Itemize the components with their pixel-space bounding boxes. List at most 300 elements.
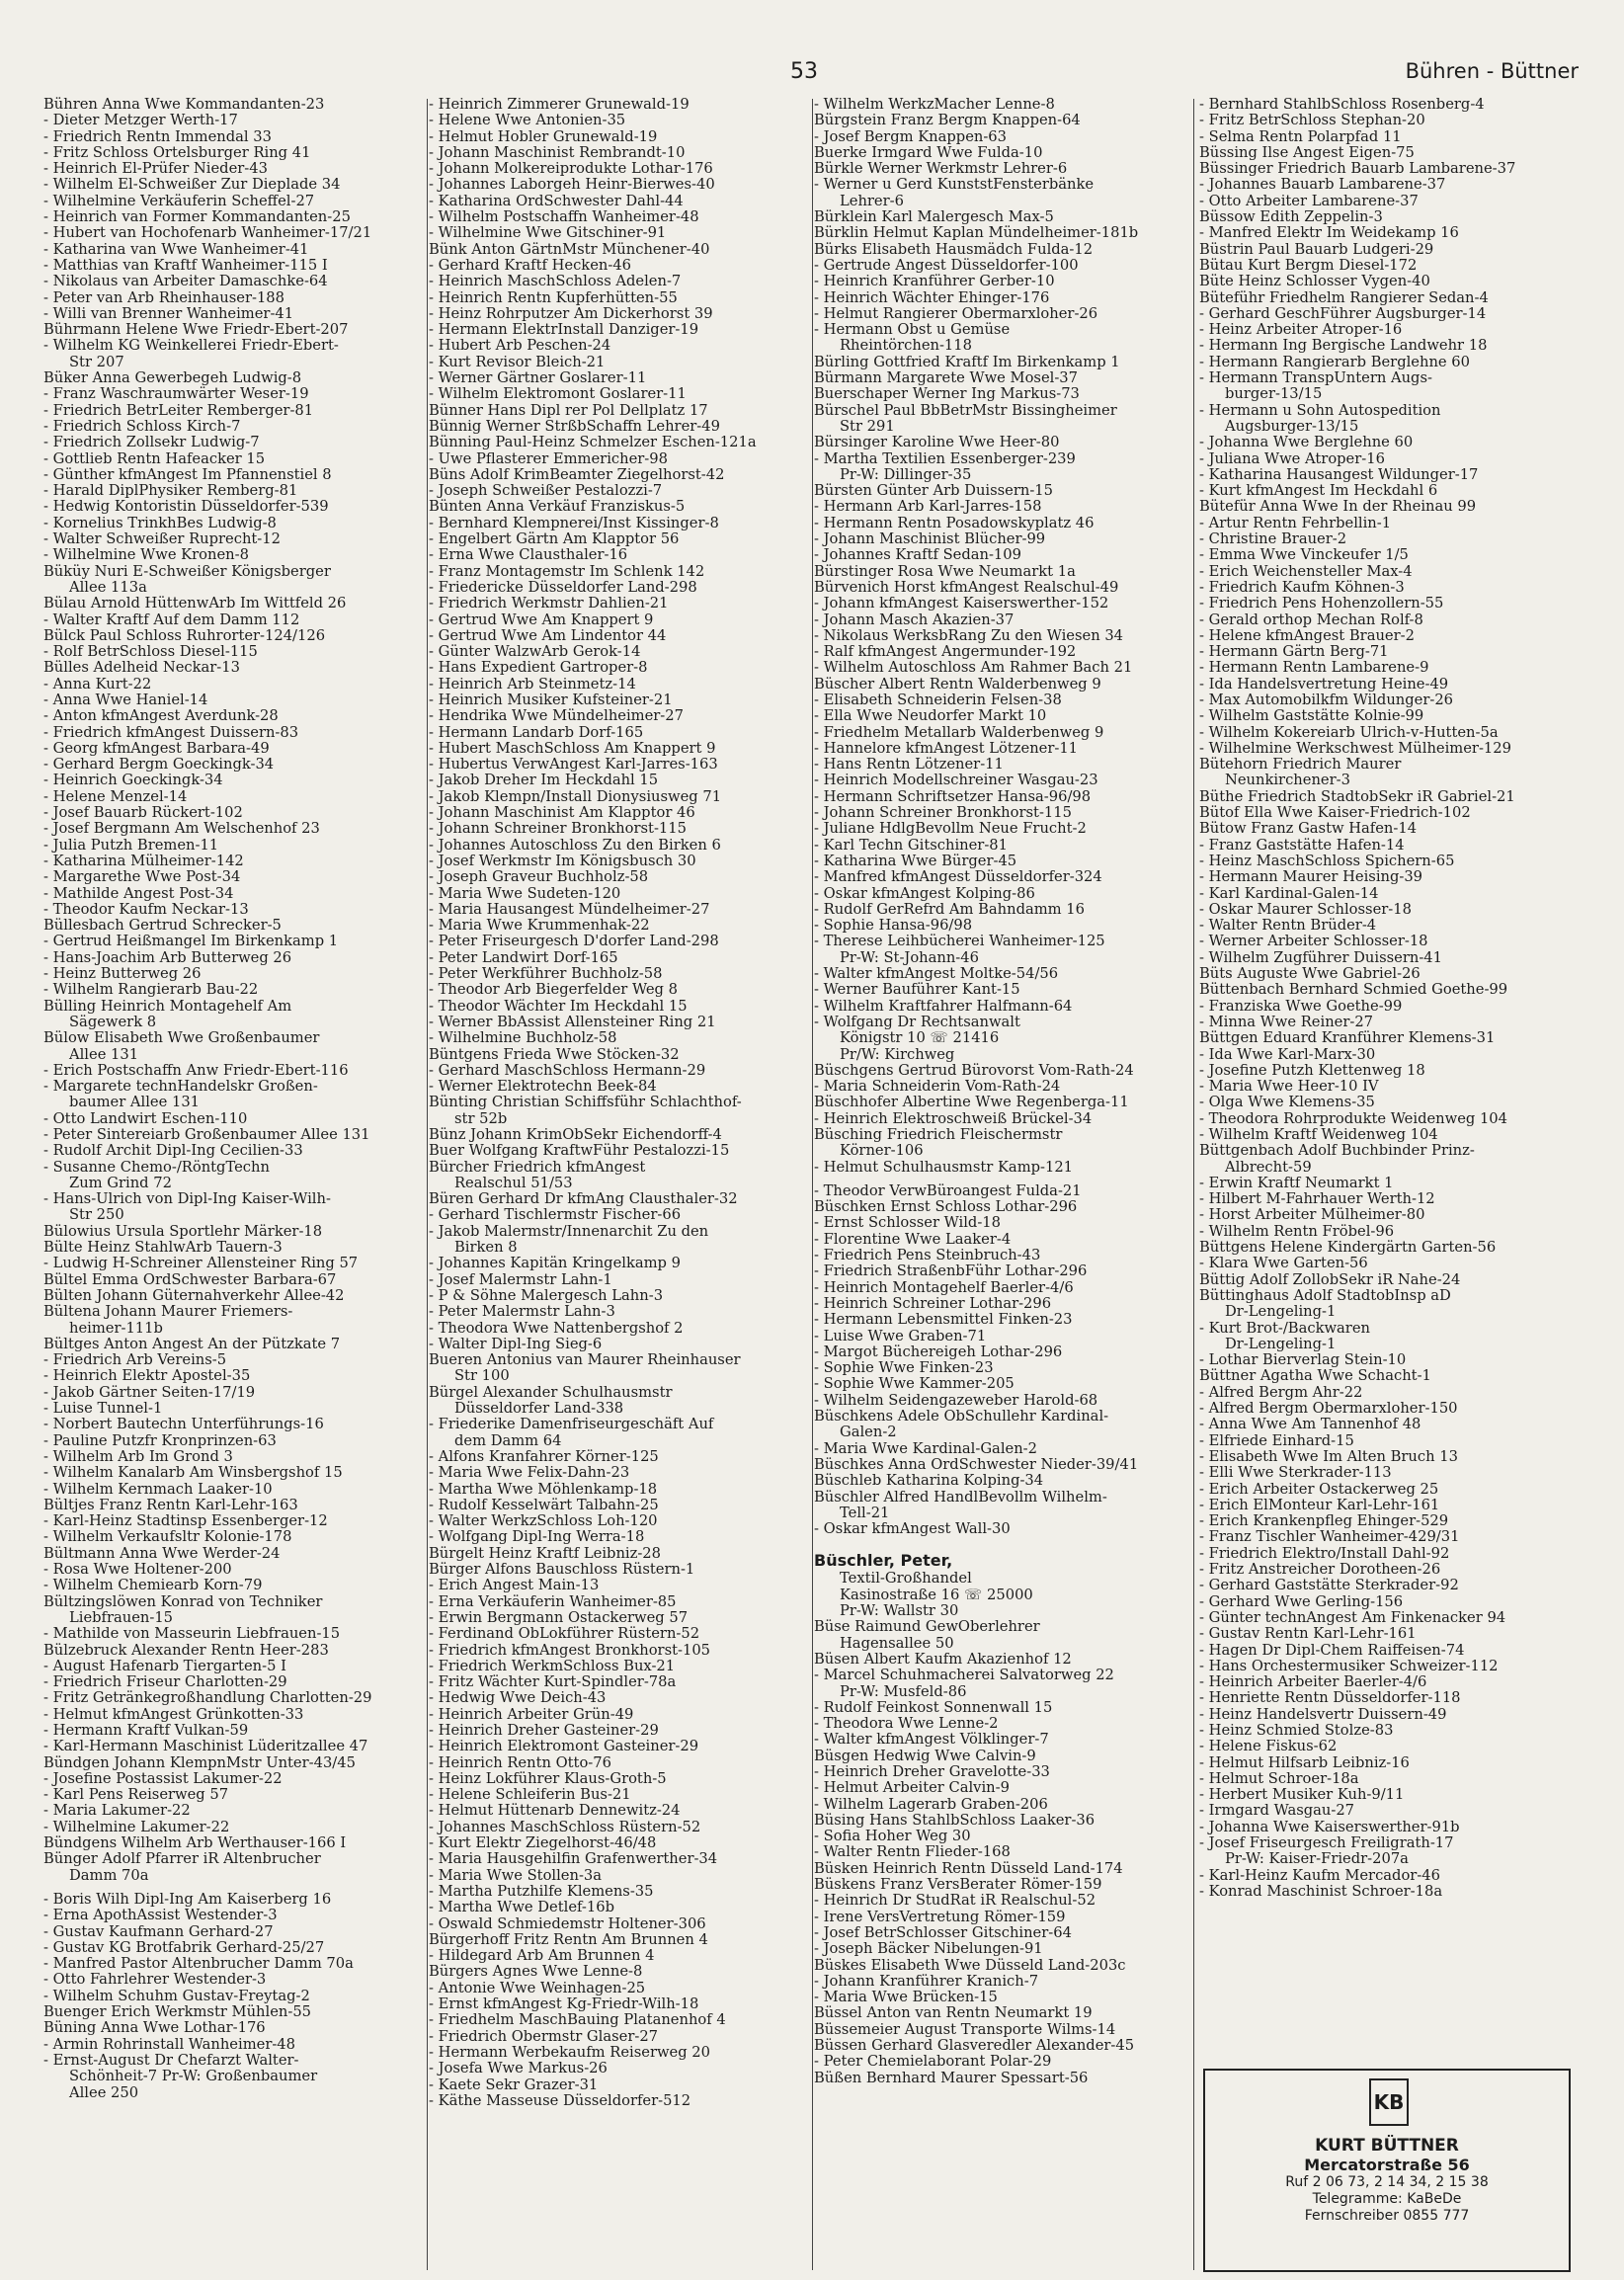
directory-entry: Büthe Friedrich StadtobSekr iR Gabriel-21 — [1199, 788, 1515, 805]
directory-entry: - Karl-Heinz Stadtinsp Essenberger-12 — [43, 1513, 328, 1530]
directory-entry: - Heinrich Elektroschweiß Brückel-34 — [814, 1110, 1093, 1127]
directory-entry: - Friedhelm Metallarb Walderbenweg 9 — [814, 724, 1104, 741]
directory-entry: - Nikolaus van Arbeiter Damaschke-64 — [43, 274, 328, 290]
directory-entry: - Heinz Lokführer Klaus-Groth-5 — [429, 1770, 667, 1787]
directory-entry: - Margarete technHandelskr Großen- — [43, 1079, 318, 1096]
directory-entry: - Anna Wwe Haniel-14 — [43, 692, 208, 708]
directory-entry: - Helene kfmAngest Brauer-2 — [1199, 627, 1415, 644]
directory-entry: Bünk Anton GärtnMstr Münchener-40 — [429, 241, 710, 258]
directory-entry: Bütau Kurt Bergm Diesel-172 — [1199, 257, 1418, 274]
directory-entry: Bürger Alfons Bauschloss Rüstern-1 — [429, 1562, 695, 1579]
directory-columns — [43, 97, 1581, 2270]
directory-entry: - Boris Wilh Dipl-Ing Am Kaiserberg 16 — [43, 1891, 332, 1908]
directory-entry: - Peter Landwirt Dorf-165 — [429, 949, 618, 966]
directory-entry: - Jakob Klempn/Install Dionysiusweg 71 — [429, 788, 722, 805]
directory-entry: - Wilhelm Schuhm Gustav-Freytag-2 — [43, 1988, 310, 2004]
directory-entry: - Heinrich Rentn Kupferhütten-55 — [429, 289, 678, 306]
directory-entry: Liebfrauen-15 — [69, 1609, 174, 1626]
directory-entry: - Wilhelm Elektromont Goslarer-11 — [429, 386, 687, 403]
directory-entry: - Gerhard Wwe Gerling-156 — [1199, 1593, 1404, 1610]
directory-entry: - Oskar Maurer Schlosser-18 — [1199, 901, 1412, 918]
directory-entry: Körner-106 — [840, 1143, 924, 1160]
directory-entry: - Helene Fiskus-62 — [1199, 1739, 1338, 1755]
directory-entry: - Wilhelm Kraftf Weidenweg 104 — [1199, 1127, 1438, 1143]
directory-column-2 — [429, 97, 806, 2270]
directory-entry: Bührmann Helene Wwe Friedr-Ebert-207 — [43, 322, 349, 339]
directory-entry: - Hildegard Arb Am Brunnen 4 — [429, 1948, 655, 1965]
directory-entry: - Ferdinand ObLokführer Rüstern-52 — [429, 1626, 700, 1643]
directory-entry: - Hermann TranspUntern Augs- — [1199, 370, 1432, 387]
directory-entry: - Wolfgang Dipl-Ing Werra-18 — [429, 1529, 645, 1546]
directory-entry: Bültena Johann Maurer Friemers- — [43, 1304, 293, 1321]
directory-entry: - Irmgard Wasgau-27 — [1199, 1803, 1355, 1820]
directory-entry: - Wilhelm Kokereiarb Ulrich-v-Hutten-5a — [1199, 724, 1499, 741]
directory-entry: Büssemeier August Transporte Wilms-14 — [814, 2021, 1116, 2038]
directory-entry: - Maria Hausgehilfin Grafenwerther-34 — [429, 1851, 718, 1868]
directory-entry: - Lothar Bierverlag Stein-10 — [1199, 1352, 1407, 1369]
directory-entry: Büssinger Friedrich Bauarb Lambarene-37 — [1199, 161, 1516, 178]
directory-entry: - Ida Handelsvertretung Heine-49 — [1199, 676, 1449, 692]
directory-entry: Büts Auguste Wwe Gabriel-26 — [1199, 966, 1421, 983]
directory-entry: Bürsinger Karoline Wwe Heer-80 — [814, 435, 1060, 451]
directory-entry: - Helmut Hobler Grunewald-19 — [429, 128, 658, 145]
directory-entry: - Gerhard Gaststätte Sterkrader-92 — [1199, 1578, 1459, 1594]
directory-entry: - Max Automobilkfm Wildunger-26 — [1199, 692, 1454, 708]
directory-entry: - Erich ElMonteur Karl-Lehr-161 — [1199, 1497, 1440, 1513]
directory-entry: Bültel Emma OrdSchwester Barbara-67 — [43, 1271, 337, 1288]
directory-entry: - Elfriede Einhard-15 — [1199, 1432, 1354, 1449]
directory-column-1 — [43, 97, 421, 2270]
directory-entry: - Christine Brauer-2 — [1199, 531, 1347, 548]
directory-column-4 — [1199, 97, 1581, 2270]
directory-entry: - Rudolf GerRefrd Am Bahndamm 16 — [814, 901, 1085, 918]
directory-entry: Büttgen Eduard Kranführer Klemens-31 — [1199, 1030, 1496, 1047]
directory-entry: - Friedrich Schloss Kirch-7 — [43, 418, 241, 435]
directory-entry: Büschler Alfred HandlBevollm Wilhelm- — [814, 1489, 1107, 1506]
directory-entry: - Martha Putzhilfe Klemens-35 — [429, 1883, 654, 1900]
directory-entry: - Johann Maschinist Am Klapptor 46 — [429, 805, 695, 822]
directory-entry: - Friedrich WerkmSchloss Bux-21 — [429, 1658, 676, 1674]
directory-entry: - Friedericke Düsseldorfer Land-298 — [429, 579, 697, 596]
directory-entry: - Matthias van Kraftf Wanheimer-115 I — [43, 257, 328, 274]
directory-entry: - Helmut Rangierer Obermarxloher-26 — [814, 305, 1098, 322]
directory-entry: Lehrer-6 — [840, 193, 904, 209]
directory-entry: Büsken Heinrich Rentn Düsseld Land-174 — [814, 1860, 1123, 1877]
directory-entry: - Wilhelm Verkaufsltr Kolonie-178 — [43, 1529, 292, 1546]
directory-entry: Schönheit-7 Pr-W: Großenbaumer — [69, 2069, 318, 2085]
directory-entry: - Erwin Bergmann Ostackerweg 57 — [429, 1609, 689, 1626]
directory-entry: - Selma Rentn Polarpfad 11 — [1199, 128, 1402, 145]
directory-entry: Str 250 — [69, 1207, 124, 1224]
directory-entry: - Wilhelm Seidengazeweber Harold-68 — [814, 1392, 1098, 1409]
directory-entry: - Maria Wwe Heer-10 IV — [1199, 1079, 1379, 1096]
directory-entry: - Marcel Schuhmacherei Salvatorweg 22 — [814, 1668, 1114, 1684]
directory-entry: Büssel Anton van Rentn Neumarkt 19 — [814, 2005, 1093, 2022]
directory-entry: - Peter Chemielaborant Polar-29 — [814, 2054, 1052, 2071]
directory-entry: - Jakob Dreher Im Heckdahl 15 — [429, 773, 659, 789]
directory-entry: - Kaete Sekr Grazer-31 — [429, 2076, 599, 2093]
directory-entry: dem Damm 64 — [454, 1432, 562, 1449]
directory-entry: - Werner u Gerd KunststFensterbänke — [814, 177, 1095, 194]
directory-entry: Bütof Ella Wwe Kaiser-Friedrich-102 — [1199, 805, 1471, 822]
directory-entry: - Alfred Bergm Obermarxloher-150 — [1199, 1401, 1458, 1418]
directory-entry: - Erna Verkäuferin Wanheimer-85 — [429, 1593, 677, 1610]
directory-entry: Bürklin Helmut Kaplan Mündelheimer-181b — [814, 225, 1139, 242]
directory-entry: - Hermann Schriftsetzer Hansa-96/98 — [814, 788, 1092, 805]
directory-entry: Allee 131 — [69, 1046, 139, 1063]
directory-entry: - Alfred Bergm Ahr-22 — [1199, 1384, 1363, 1401]
directory-entry: - Theodora Wwe Nattenbergshof 2 — [429, 1320, 684, 1337]
directory-entry: - Hermann Rentn Lambarene-9 — [1199, 660, 1429, 677]
directory-entry: - Johann Schreiner Bronkhorst-115 — [429, 821, 687, 838]
directory-entry: - Horst Arbeiter Mülheimer-80 — [1199, 1207, 1425, 1224]
directory-entry: baumer Allee 131 — [69, 1095, 201, 1111]
directory-entry: - Ella Wwe Neudorfer Markt 10 — [814, 708, 1047, 725]
directory-entry: - Joseph Schweißer Pestalozzi-7 — [429, 483, 663, 500]
directory-entry: Augsburger-13/15 — [1225, 418, 1359, 435]
directory-entry: - Katharina Mülheimer-142 — [43, 853, 244, 869]
directory-entry: - Gerhard Tischlermstr Fischer-66 — [429, 1207, 682, 1224]
directory-entry: - Rolf BetrSchloss Diesel-115 — [43, 644, 258, 661]
directory-entry: - Wilhelmine Lakumer-22 — [43, 1819, 230, 1835]
directory-entry: Büschleb Katharina Kolping-34 — [814, 1473, 1044, 1490]
directory-entry: Büscher Albert Rentn Walderbenweg 9 — [814, 676, 1101, 692]
directory-entry: - Kurt Brot-/Backwaren — [1199, 1320, 1370, 1337]
directory-entry: - Ralf kfmAngest Angermunder-192 — [814, 644, 1077, 661]
directory-entry: - Erich Angest Main-13 — [429, 1578, 600, 1594]
directory-entry: - Gerhard GeschFührer Augsburger-14 — [1199, 305, 1487, 322]
directory-entry: - Wilhelm El-Schweißer Zur Dieplade 34 — [43, 177, 341, 194]
directory-entry: Büschhofer Albertine Wwe Regenberga-11 — [814, 1095, 1129, 1111]
directory-entry: - Josef Bergmann Am Welschenhof 23 — [43, 821, 320, 838]
directory-entry: - Johanna Wwe Berglehne 60 — [1199, 435, 1414, 451]
ad-phone: Ruf 2 06 73, 2 14 34, 2 15 38 — [1285, 2174, 1489, 2190]
directory-entry: - Josef Friseurgesch Freiligrath-17 — [1199, 1835, 1454, 1852]
directory-entry: - Elli Wwe Sterkrader-113 — [1199, 1465, 1392, 1482]
directory-entry: - Peter Malermstr Lahn-3 — [429, 1304, 615, 1321]
directory-entry: - Georg kfmAngest Barbara-49 — [43, 740, 270, 757]
directory-entry: - Hubert van Hochofenarb Wanheimer-17/21 — [43, 225, 372, 242]
directory-entry: - Maria Wwe Felix-Dahn-23 — [429, 1465, 630, 1482]
directory-entry: - Heinrich Montagehelf Baerler-4/6 — [814, 1279, 1074, 1296]
entry-spacer — [814, 1537, 1191, 1545]
directory-entry: - Walter kfmAngest Völklinger-7 — [814, 1732, 1049, 1749]
directory-entry: Büssing Ilse Angest Eigen-75 — [1199, 144, 1415, 161]
directory-entry: - Wilhelm Arb Im Grond 3 — [43, 1448, 233, 1465]
directory-entry: Büschler, Peter, — [814, 1551, 953, 1571]
directory-entry: Pr-W: Musfeld-86 — [840, 1683, 967, 1700]
directory-entry: - Sophie Hansa-96/98 — [814, 918, 973, 935]
directory-entry: - Franziska Wwe Goethe-99 — [1199, 998, 1403, 1015]
directory-entry: - Friedrich Obermstr Glaser-27 — [429, 2028, 659, 2045]
ad-telegram: Telegramme: KaBeDe — [1312, 2191, 1462, 2207]
directory-entry: - Irene VersVertretung Römer-159 — [814, 1909, 1066, 1925]
directory-entry: - Therese Leihbücherei Wanheimer-125 — [814, 934, 1105, 950]
directory-entry: Zum Grind 72 — [69, 1175, 172, 1191]
ad-telex: Fernschreiber 0855 777 — [1304, 2208, 1470, 2224]
directory-entry: - Martha Wwe Möhlenkamp-18 — [429, 1481, 658, 1498]
directory-entry: Büllesbach Gertrud Schrecker-5 — [43, 918, 282, 935]
directory-entry: - Anna Kurt-22 — [43, 676, 152, 692]
directory-entry: - Heinrich MaschSchloss Adelen-7 — [429, 274, 682, 290]
directory-entry: Büskens Franz VersBerater Römer-159 — [814, 1877, 1102, 1894]
directory-entry: - Martha Textilien Essenberger-239 — [814, 450, 1076, 467]
directory-entry: Str 100 — [454, 1368, 510, 1385]
directory-entry: - Norbert Bautechn Unterführungs-16 — [43, 1417, 324, 1433]
directory-entry: - Engelbert Gärtn Am Klapptor 56 — [429, 531, 680, 548]
entry-spacer — [43, 1884, 421, 1892]
directory-entry: - Wolfgang Dr Rechtsanwalt — [814, 1014, 1020, 1030]
directory-entry: - Katharina OrdSchwester Dahl-44 — [429, 193, 684, 209]
directory-entry: - Erich Postschaffn Anw Friedr-Ebert-116 — [43, 1062, 349, 1079]
directory-entry: - Elisabeth Wwe Im Alten Bruch 13 — [1199, 1448, 1458, 1465]
directory-entry: - Oskar kfmAngest Kolping-86 — [814, 885, 1035, 902]
directory-entry: - Hubert MaschSchloss Am Knappert 9 — [429, 740, 716, 757]
directory-entry: Bürmann Margarete Wwe Mosel-37 — [814, 370, 1078, 387]
directory-entry: Bülte Heinz StahlwArb Tauern-3 — [43, 1240, 283, 1257]
directory-entry: - Josef Bauarb Rückert-102 — [43, 805, 243, 822]
directory-entry: - Gertrud Heißmangel Im Birkenkamp 1 — [43, 934, 339, 950]
directory-entry: Rheintörchen-118 — [840, 338, 972, 355]
directory-entry: - Heinrich Elektr Apostel-35 — [43, 1368, 251, 1385]
directory-entry: Büttenbach Bernhard Schmied Goethe-99 — [1199, 982, 1508, 999]
directory-entry: Büschken Ernst Schloss Lothar-296 — [814, 1199, 1078, 1216]
directory-entry: - Heinrich Dreher Gravelotte-33 — [814, 1763, 1050, 1780]
directory-entry: Bütehorn Friedrich Maurer — [1199, 757, 1402, 774]
directory-entry: Bürklein Karl Malergesch Max-5 — [814, 209, 1054, 226]
directory-entry: - Theodor Wächter Im Heckdahl 15 — [429, 998, 688, 1015]
directory-entry: - Theodora Rohrprodukte Weidenweg 104 — [1199, 1110, 1507, 1127]
directory-entry: - Hannelore kfmAngest Lötzener-11 — [814, 740, 1079, 757]
directory-entry: - Erich Krankenpfleg Ehinger-529 — [1199, 1513, 1449, 1530]
directory-entry: Bueren Antonius van Maurer Rheinhauser — [429, 1352, 741, 1369]
directory-entry: - Gertrude Angest Düsseldorfer-100 — [814, 257, 1079, 274]
directory-entry: Bürcher Friedrich kfmAngest — [429, 1159, 646, 1176]
directory-entry: - Pauline Putzfr Kronprinzen-63 — [43, 1432, 277, 1449]
directory-entry: - Erwin Kraftf Neumarkt 1 — [1199, 1175, 1394, 1191]
directory-entry: Birken 8 — [454, 1240, 518, 1257]
directory-entry: - Friedrich Kaufm Köhnen-3 — [1199, 579, 1405, 596]
directory-entry: Büküy Nuri E-Schweißer Königsberger — [43, 563, 331, 580]
directory-entry: - Heinrich Wächter Ehinger-176 — [814, 289, 1050, 306]
directory-entry: - Gerhard Kraftf Hecken-46 — [429, 257, 632, 274]
directory-entry: - Peter Sintereiarb Großenbaumer Allee 131 — [43, 1127, 370, 1143]
directory-entry: - Heinrich Zimmerer Grunewald-19 — [429, 97, 690, 113]
directory-entry: Sägewerk 8 — [69, 1014, 157, 1030]
directory-entry: Büte Heinz Schlosser Vygen-40 — [1199, 274, 1430, 290]
directory-entry: - Werner Bauführer Kant-15 — [814, 982, 1020, 999]
directory-entry: - Katharina Wwe Bürger-45 — [814, 853, 1017, 869]
directory-entry: - Karl-Hermann Maschinist Lüderitzallee 47 — [43, 1739, 368, 1755]
directory-entry: - Werner Elektrotechn Beek-84 — [429, 1079, 657, 1096]
directory-entry: Bünnig Werner StrßbSchaffn Lehrer-49 — [429, 418, 720, 435]
directory-entry: - Elisabeth Schneiderin Felsen-38 — [814, 692, 1062, 708]
directory-entry: Galen-2 — [840, 1425, 897, 1441]
directory-entry: - Fritz BetrSchloss Stephan-20 — [1199, 113, 1425, 129]
directory-entry: - Gerhard Bergm Goeckingk-34 — [43, 757, 275, 774]
directory-entry: - Walter Rentn Brüder-4 — [1199, 918, 1377, 935]
directory-entry: - Heinrich Musiker Kufsteiner-21 — [429, 692, 673, 708]
directory-entry: - Wilhelm KG Weinkellerei Friedr-Ebert- — [43, 338, 339, 355]
directory-entry: - Peter Friseurgesch D'dorfer Land-298 — [429, 934, 719, 950]
directory-entry: - Johannes Laborgeh Heinr-Bierwes-40 — [429, 177, 715, 194]
directory-entry: Büttig Adolf ZollobSekr iR Nahe-24 — [1199, 1271, 1461, 1288]
directory-entry: Bündgens Wilhelm Arb Werthauser-166 I — [43, 1835, 347, 1852]
directory-entry: Büsgen Hedwig Wwe Calvin-9 — [814, 1748, 1036, 1764]
directory-entry: - Friedrich Arb Vereins-5 — [43, 1352, 227, 1369]
directory-entry: - Johann Kranführer Kranich-7 — [814, 1973, 1039, 1990]
directory-entry: - Mathilde von Masseurin Liebfrauen-15 — [43, 1626, 341, 1643]
directory-entry: - Walter Dipl-Ing Sieg-6 — [429, 1336, 603, 1352]
directory-entry: - Alfons Kranfahrer Körner-125 — [429, 1448, 659, 1465]
directory-entry: Büsching Friedrich Fleischermstr — [814, 1127, 1063, 1143]
directory-entry: Büteführ Friedhelm Rangierer Sedan-4 — [1199, 289, 1489, 306]
directory-entry: Königstr 10 ☏ 21416 — [840, 1030, 1000, 1047]
directory-entry: - Bernhard Klempnerei/Inst Kissinger-8 — [429, 515, 719, 531]
directory-entry: - Heinrich Dr StudRat iR Realschul-52 — [814, 1893, 1096, 1910]
page-number: 53 — [790, 59, 818, 84]
directory-entry: - Joseph Bäcker Nibelungen-91 — [814, 1941, 1043, 1958]
directory-entry: - Wilhelm Postschaffn Wanheimer-48 — [429, 209, 699, 226]
directory-entry: - Julia Putzh Bremen-11 — [43, 837, 219, 854]
directory-entry: - Friedrich Friseur Charlotten-29 — [43, 1674, 287, 1691]
directory-entry: - Johanna Wwe Kaiserswerther-91b — [1199, 1819, 1460, 1835]
directory-entry: - Fritz Getränkegroßhandlung Charlotten-29 — [43, 1690, 372, 1707]
directory-entry: - Helmut Hüttenarb Dennewitz-24 — [429, 1803, 681, 1820]
directory-entry: - Josef Bergm Knappen-63 — [814, 128, 1007, 145]
directory-entry: Büstrin Paul Bauarb Ludgeri-29 — [1199, 241, 1434, 258]
directory-entry: - Wilhelmine Wwe Kronen-8 — [43, 547, 249, 564]
directory-entry: - Erna Wwe Clausthaler-16 — [429, 547, 628, 564]
directory-entry: - Margot Büchereigeh Lothar-296 — [814, 1344, 1063, 1360]
directory-entry: - Hans-Ulrich von Dipl-Ing Kaiser-Wilh- — [43, 1191, 331, 1208]
directory-entry: - Theodora Wwe Lenne-2 — [814, 1716, 999, 1733]
directory-entry: Allee 250 — [69, 2084, 139, 2101]
directory-entry: Bülzebruck Alexander Rentn Heer-283 — [43, 1642, 329, 1659]
directory-entry: Pr/W: Kirchweg — [840, 1046, 955, 1063]
directory-entry: Bülau Arnold HüttenwArb Im Wittfeld 26 — [43, 596, 347, 612]
directory-entry: - Heinrich Goeckingk-34 — [43, 773, 223, 789]
page-header — [0, 0, 1624, 95]
directory-entry: - Friedrich Pens Steinbruch-43 — [814, 1248, 1041, 1264]
directory-entry: - Johannes Bauarb Lambarene-37 — [1199, 177, 1446, 194]
directory-entry: - Friedrich Elektro/Install Dahl-92 — [1199, 1545, 1450, 1562]
directory-entry: Pr-W: St-Johann-46 — [840, 949, 979, 966]
directory-entry: Bütefür Anna Wwe In der Rheinau 99 — [1199, 499, 1477, 516]
directory-entry: - Manfred kfmAngest Düsseldorfer-324 — [814, 869, 1102, 886]
directory-entry: - Otto Arbeiter Lambarene-37 — [1199, 193, 1419, 209]
directory-entry: - Juliana Wwe Atroper-16 — [1199, 450, 1385, 467]
directory-entry: - Gertrud Wwe Am Knappert 9 — [429, 611, 654, 628]
directory-entry: - Wilhelm Chemiearb Korn-79 — [43, 1578, 263, 1594]
directory-entry: - Heinrich Dreher Gasteiner-29 — [429, 1722, 659, 1739]
directory-entry: - Wilhelm Kanalarb Am Winsbergshof 15 — [43, 1465, 343, 1482]
directory-entry: - Helmut kfmAngest Grünkotten-33 — [43, 1706, 304, 1723]
running-head: Bühren - Büttner — [1405, 59, 1579, 83]
directory-entry: - Johannes Autoschloss Zu den Birken 6 — [429, 837, 721, 854]
directory-entry: - Josef Werkmstr Im Königsbusch 30 — [429, 853, 696, 869]
directory-entry: - Maria Wwe Brücken-15 — [814, 1990, 998, 2006]
directory-entry: - Franz Waschraumwärter Weser-19 — [43, 386, 309, 403]
entry-spacer — [814, 1176, 1191, 1183]
directory-entry: - Johannes Kapitän Kringelkamp 9 — [429, 1256, 681, 1272]
directory-entry: - Hilbert M-Fahrhauer Werth-12 — [1199, 1191, 1435, 1208]
directory-entry: - Friedrich Pens Hohenzollern-55 — [1199, 596, 1444, 612]
directory-entry: - Maria Wwe Kardinal-Galen-2 — [814, 1440, 1037, 1457]
directory-entry: - Oskar kfmAngest Wall-30 — [814, 1521, 1011, 1538]
directory-entry: - Manfred Pastor Altenbrucher Damm 70a — [43, 1956, 354, 1973]
directory-entry: Dr-Lengeling-1 — [1225, 1336, 1337, 1352]
directory-entry: Büsen Albert Kaufm Akazienhof 12 — [814, 1651, 1072, 1668]
directory-entry: Bültzingslöwen Konrad von Techniker — [43, 1593, 323, 1610]
directory-entry: Bühren Anna Wwe Kommandanten-23 — [43, 97, 325, 113]
directory-entry: - Wilhelmine Werkschwest Mülheimer-129 — [1199, 740, 1511, 757]
directory-entry: - Heinrich Arbeiter Grün-49 — [429, 1706, 634, 1723]
directory-entry: - Werner BbAssist Allensteiner Ring 21 — [429, 1014, 716, 1030]
directory-entry: - Gustav KG Brotfabrik Gerhard-25/27 — [43, 1939, 325, 1956]
directory-entry: - Gertrud Wwe Am Lindentor 44 — [429, 627, 667, 644]
directory-entry: - Hermann Gärtn Berg-71 — [1199, 644, 1389, 661]
directory-entry: - Maria Wwe Sudeten-120 — [429, 885, 621, 902]
directory-entry: - Erich Arbeiter Ostackerweg 25 — [1199, 1481, 1439, 1498]
directory-entry: - Heinz Butterweg 26 — [43, 966, 202, 983]
directory-entry: - Luise Wwe Graben-71 — [814, 1328, 987, 1344]
directory-entry: - Hans Expedient Gartroper-8 — [429, 660, 648, 677]
directory-entry: - August Hafenarb Tiergarten-5 I — [43, 1658, 286, 1674]
directory-entry: - Mathilde Angest Post-34 — [43, 885, 234, 902]
directory-entry: Bültmann Anna Wwe Werder-24 — [43, 1545, 281, 1562]
directory-entry: - Hermann Ing Bergische Landwehr 18 — [1199, 338, 1488, 355]
directory-entry: Bürsten Günter Arb Duissern-15 — [814, 483, 1053, 500]
directory-entry: - Maria Wwe Stollen-3a — [429, 1867, 603, 1884]
directory-entry: - Luise Tunnel-1 — [43, 1401, 163, 1418]
directory-entry: - Helene Wwe Antonien-35 — [429, 113, 626, 129]
directory-entry: - Kurt Elektr Ziegelhorst-46/48 — [429, 1835, 657, 1852]
directory-entry: - Olga Wwe Klemens-35 — [1199, 1095, 1375, 1111]
directory-entry: - Martha Wwe Detlef-16b — [429, 1900, 614, 1916]
directory-entry: - Willi van Brenner Wanheimer-41 — [43, 305, 294, 322]
directory-entry: Bünger Adolf Pfarrer iR Altenbrucher — [43, 1851, 321, 1868]
directory-entry: - Rudolf Feinkost Sonnenwall 15 — [814, 1699, 1053, 1716]
directory-entry: Bültjes Franz Rentn Karl-Lehr-163 — [43, 1497, 298, 1513]
directory-entry: - Fritz Wächter Kurt-Spindler-78a — [429, 1674, 677, 1691]
directory-entry: - Hermann Obst u Gemüse — [814, 322, 1011, 339]
directory-entry: - Hermann ElektrInstall Danziger-19 — [429, 322, 699, 339]
directory-entry: Dr-Lengeling-1 — [1225, 1304, 1337, 1321]
directory-entry: - Artur Rentn Fehrbellin-1 — [1199, 515, 1392, 531]
directory-entry: - Gerhard MaschSchloss Hermann-29 — [429, 1062, 706, 1079]
directory-entry: Bültges Anton Angest An der Pützkate 7 — [43, 1336, 341, 1352]
directory-entry: - Heinrich El-Prüfer Nieder-43 — [43, 161, 268, 178]
directory-entry: Str 207 — [69, 354, 124, 370]
directory-entry: - Helmut Schulhausmstr Kamp-121 — [814, 1159, 1074, 1176]
kb-logo-icon: KB — [1369, 2078, 1409, 2126]
directory-entry: - Kornelius TrinkhBes Ludwig-8 — [43, 515, 277, 531]
directory-entry: - Hans Orchestermusiker Schweizer-112 — [1199, 1658, 1499, 1674]
directory-entry: - Wilhelmine Wwe Gitschiner-91 — [429, 225, 667, 242]
directory-entry: - Nikolaus WerksbRang Zu den Wiesen 34 — [814, 627, 1124, 644]
directory-entry: Büßen Bernhard Maurer Spessart-56 — [814, 2070, 1089, 2086]
directory-entry: burger-13/15 — [1225, 386, 1323, 403]
directory-entry: - Heinrich Arbeiter Baerler-4/6 — [1199, 1674, 1427, 1691]
directory-entry: Damm 70a — [69, 1867, 149, 1884]
directory-entry: - Wilhelm Rangierarb Bau-22 — [43, 982, 259, 999]
directory-entry: - Friedrich Zollsekr Ludwig-7 — [43, 435, 260, 451]
directory-entry: Pr-W: Dillinger-35 — [840, 466, 972, 483]
directory-entry: - Walter Schweißer Ruprecht-12 — [43, 531, 281, 548]
directory-entry: Bürgstein Franz Bergm Knappen-64 — [814, 113, 1081, 129]
directory-entry: Bürgelt Heinz Kraftf Leibniz-28 — [429, 1545, 661, 1562]
